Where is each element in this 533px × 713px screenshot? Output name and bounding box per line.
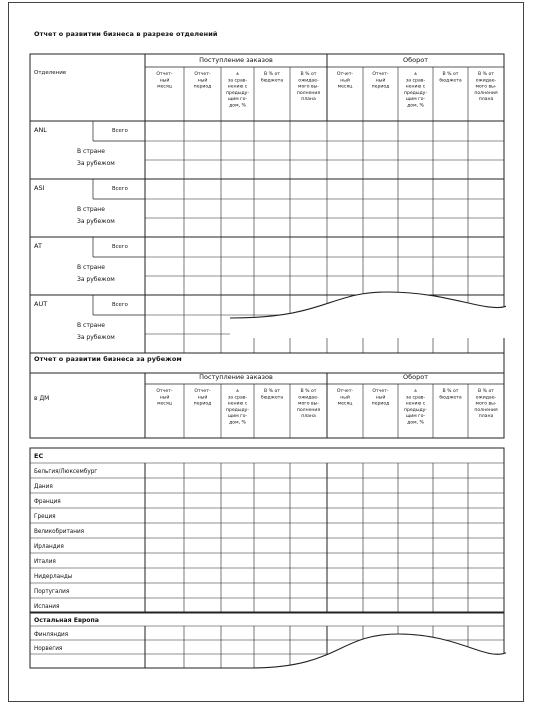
column-header-text: ный	[340, 395, 350, 401]
column-header-text: мого вы-	[298, 401, 319, 407]
country-name: Ирландия	[34, 544, 64, 550]
column-header-text: ный	[375, 78, 386, 84]
column-header-text: плана	[301, 414, 316, 420]
column-header-text: Отчет-	[194, 389, 211, 394]
department-name: AUT	[34, 300, 48, 308]
column-header-text: предыду-	[225, 90, 250, 96]
column-header-text: месяц	[157, 401, 172, 407]
torn-edge-mask-2	[250, 634, 506, 688]
country-name: Дания	[34, 484, 53, 490]
department-name: AT	[34, 242, 42, 250]
country-name: Великобритания	[34, 529, 85, 535]
row-label-domestic: В стране	[77, 264, 105, 271]
section2-title: Отчет о развитии бизнеса за рубежом	[34, 355, 182, 363]
column-header-text: бюджета	[439, 395, 462, 401]
country-name: Греция	[34, 514, 56, 520]
column-header-text: период	[193, 84, 212, 90]
column-header-text: плана	[478, 414, 494, 420]
column-header-text: ный	[375, 395, 386, 401]
column-header-text: Отчет-	[336, 72, 354, 77]
row-label-total: Всего	[112, 244, 128, 250]
column-header-text: за срав-	[227, 78, 248, 84]
country-name: Испания	[34, 604, 60, 610]
section1-title: Отчет о развитии бизнеса в разрезе отделений	[34, 30, 218, 38]
row-label-abroad: За рубежом	[77, 160, 115, 167]
country-name: Франция	[34, 499, 61, 505]
column-header-text: нению с	[405, 84, 426, 90]
column-header-text: бюджета	[260, 78, 284, 84]
column-header-text: ный	[340, 78, 350, 84]
column-header-text: Отчет-	[336, 389, 354, 394]
row-label-abroad: За рубежом	[77, 276, 115, 283]
column-header-text: дом, %	[407, 103, 424, 109]
column-header-text: Отчет-	[194, 72, 211, 77]
column-header-text: В % от	[300, 72, 317, 77]
column-header-text: щим го-	[405, 97, 426, 103]
column-header-text: ±	[413, 389, 418, 394]
column-header-text: дом, %	[229, 103, 246, 109]
column-header-text: ожидае-	[475, 78, 497, 84]
column-header-text: полнения	[474, 90, 498, 96]
column-header-text: предыду-	[403, 407, 428, 413]
row-label-domestic: В стране	[77, 148, 105, 155]
column-header-text: мого вы-	[298, 84, 319, 90]
column-header-text: месяц	[157, 84, 172, 90]
column-header-text: В % от	[264, 72, 280, 77]
column-header-text: месяц	[337, 401, 353, 407]
country-name: Финляндия	[34, 632, 69, 638]
column-header-text: ±	[235, 72, 240, 77]
department-name: ANL	[34, 126, 47, 134]
column-header-text: мого вы-	[475, 84, 497, 90]
currency-header: в ДМ	[34, 395, 50, 402]
column-header-text: щим го-	[405, 414, 426, 420]
column-header-text: за срав-	[405, 78, 426, 84]
column-header-text: В % от	[264, 389, 280, 394]
country-name: Италия	[34, 559, 56, 565]
row-label-total: Всего	[112, 302, 128, 308]
column-header-text: за срав-	[227, 395, 248, 401]
column-header-text: нению с	[227, 401, 248, 407]
column-header-text: бюджета	[439, 78, 462, 84]
column-header-text: ожидае-	[298, 395, 319, 401]
row-label-abroad: За рубежом	[77, 218, 115, 225]
column-header-text: ожидае-	[298, 78, 319, 84]
column-header-text: ный	[159, 78, 170, 84]
column-header-text: Отчет-	[372, 389, 389, 394]
column-header-text: В % от	[442, 72, 459, 77]
column-header-text: предыду-	[403, 90, 428, 96]
column-header-text: период	[193, 401, 212, 407]
rest-europe-label: Остальная Европа	[34, 617, 99, 624]
column-header-text: В % от	[442, 389, 459, 394]
department-column-header: Отделение	[34, 70, 67, 76]
column-header-text: ный	[159, 395, 170, 401]
column-header-text: полнения	[474, 407, 498, 413]
column-header-text: полнения	[296, 407, 321, 413]
column-header-text: предыду-	[225, 407, 250, 413]
column-header-text: за срав-	[405, 395, 426, 401]
column-header-text: щим го-	[227, 97, 248, 103]
column-header-text: В % от	[478, 389, 494, 394]
column-header-text: ±	[413, 72, 418, 77]
department-name: ASI	[34, 184, 45, 192]
turnover-group-header: Оборот	[403, 56, 428, 64]
column-header-text: В % от	[300, 389, 317, 394]
orders-group-header: Поступление заказов	[199, 56, 273, 64]
country-name: Норвегия	[34, 646, 63, 652]
column-header-text: мого вы-	[475, 401, 497, 407]
row-label-domestic: В стране	[77, 206, 105, 213]
column-header-text: период	[371, 84, 390, 90]
country-name: Бельгия/Люксембург	[34, 469, 98, 475]
column-header-text: бюджета	[260, 395, 284, 401]
ec-group-label: ЕС	[34, 452, 44, 460]
orders-group-header: Поступление заказов	[199, 373, 273, 381]
column-header-text: нению с	[405, 401, 426, 407]
column-header-text: плана	[301, 97, 316, 103]
column-header-text: ный	[197, 395, 208, 401]
country-name: Португалия	[34, 589, 70, 595]
turnover-group-header: Оборот	[403, 373, 428, 381]
column-header-text: ный	[197, 78, 208, 84]
row-label-abroad: За рубежом	[77, 334, 115, 341]
column-header-text: Отчет-	[372, 72, 389, 77]
column-header-text: полнения	[296, 90, 321, 96]
column-header-text: Отчет-	[156, 72, 173, 77]
column-header-text: период	[371, 401, 390, 407]
column-header-text: В % от	[478, 72, 494, 77]
column-header-text: Отчет-	[156, 389, 173, 394]
row-label-total: Всего	[112, 186, 128, 192]
column-header-text: месяц	[337, 84, 353, 90]
column-header-text: нению с	[227, 84, 248, 90]
column-header-text: щим го-	[227, 414, 248, 420]
row-label-total: Всего	[112, 128, 128, 134]
column-header-text: ±	[235, 389, 240, 394]
column-header-text: дом, %	[229, 420, 246, 426]
row-label-domestic: В стране	[77, 322, 105, 329]
country-name: Нидерланды	[34, 574, 73, 580]
column-header-text: плана	[478, 97, 494, 103]
column-header-text: дом, %	[407, 420, 424, 426]
column-header-text: ожидае-	[475, 395, 497, 401]
